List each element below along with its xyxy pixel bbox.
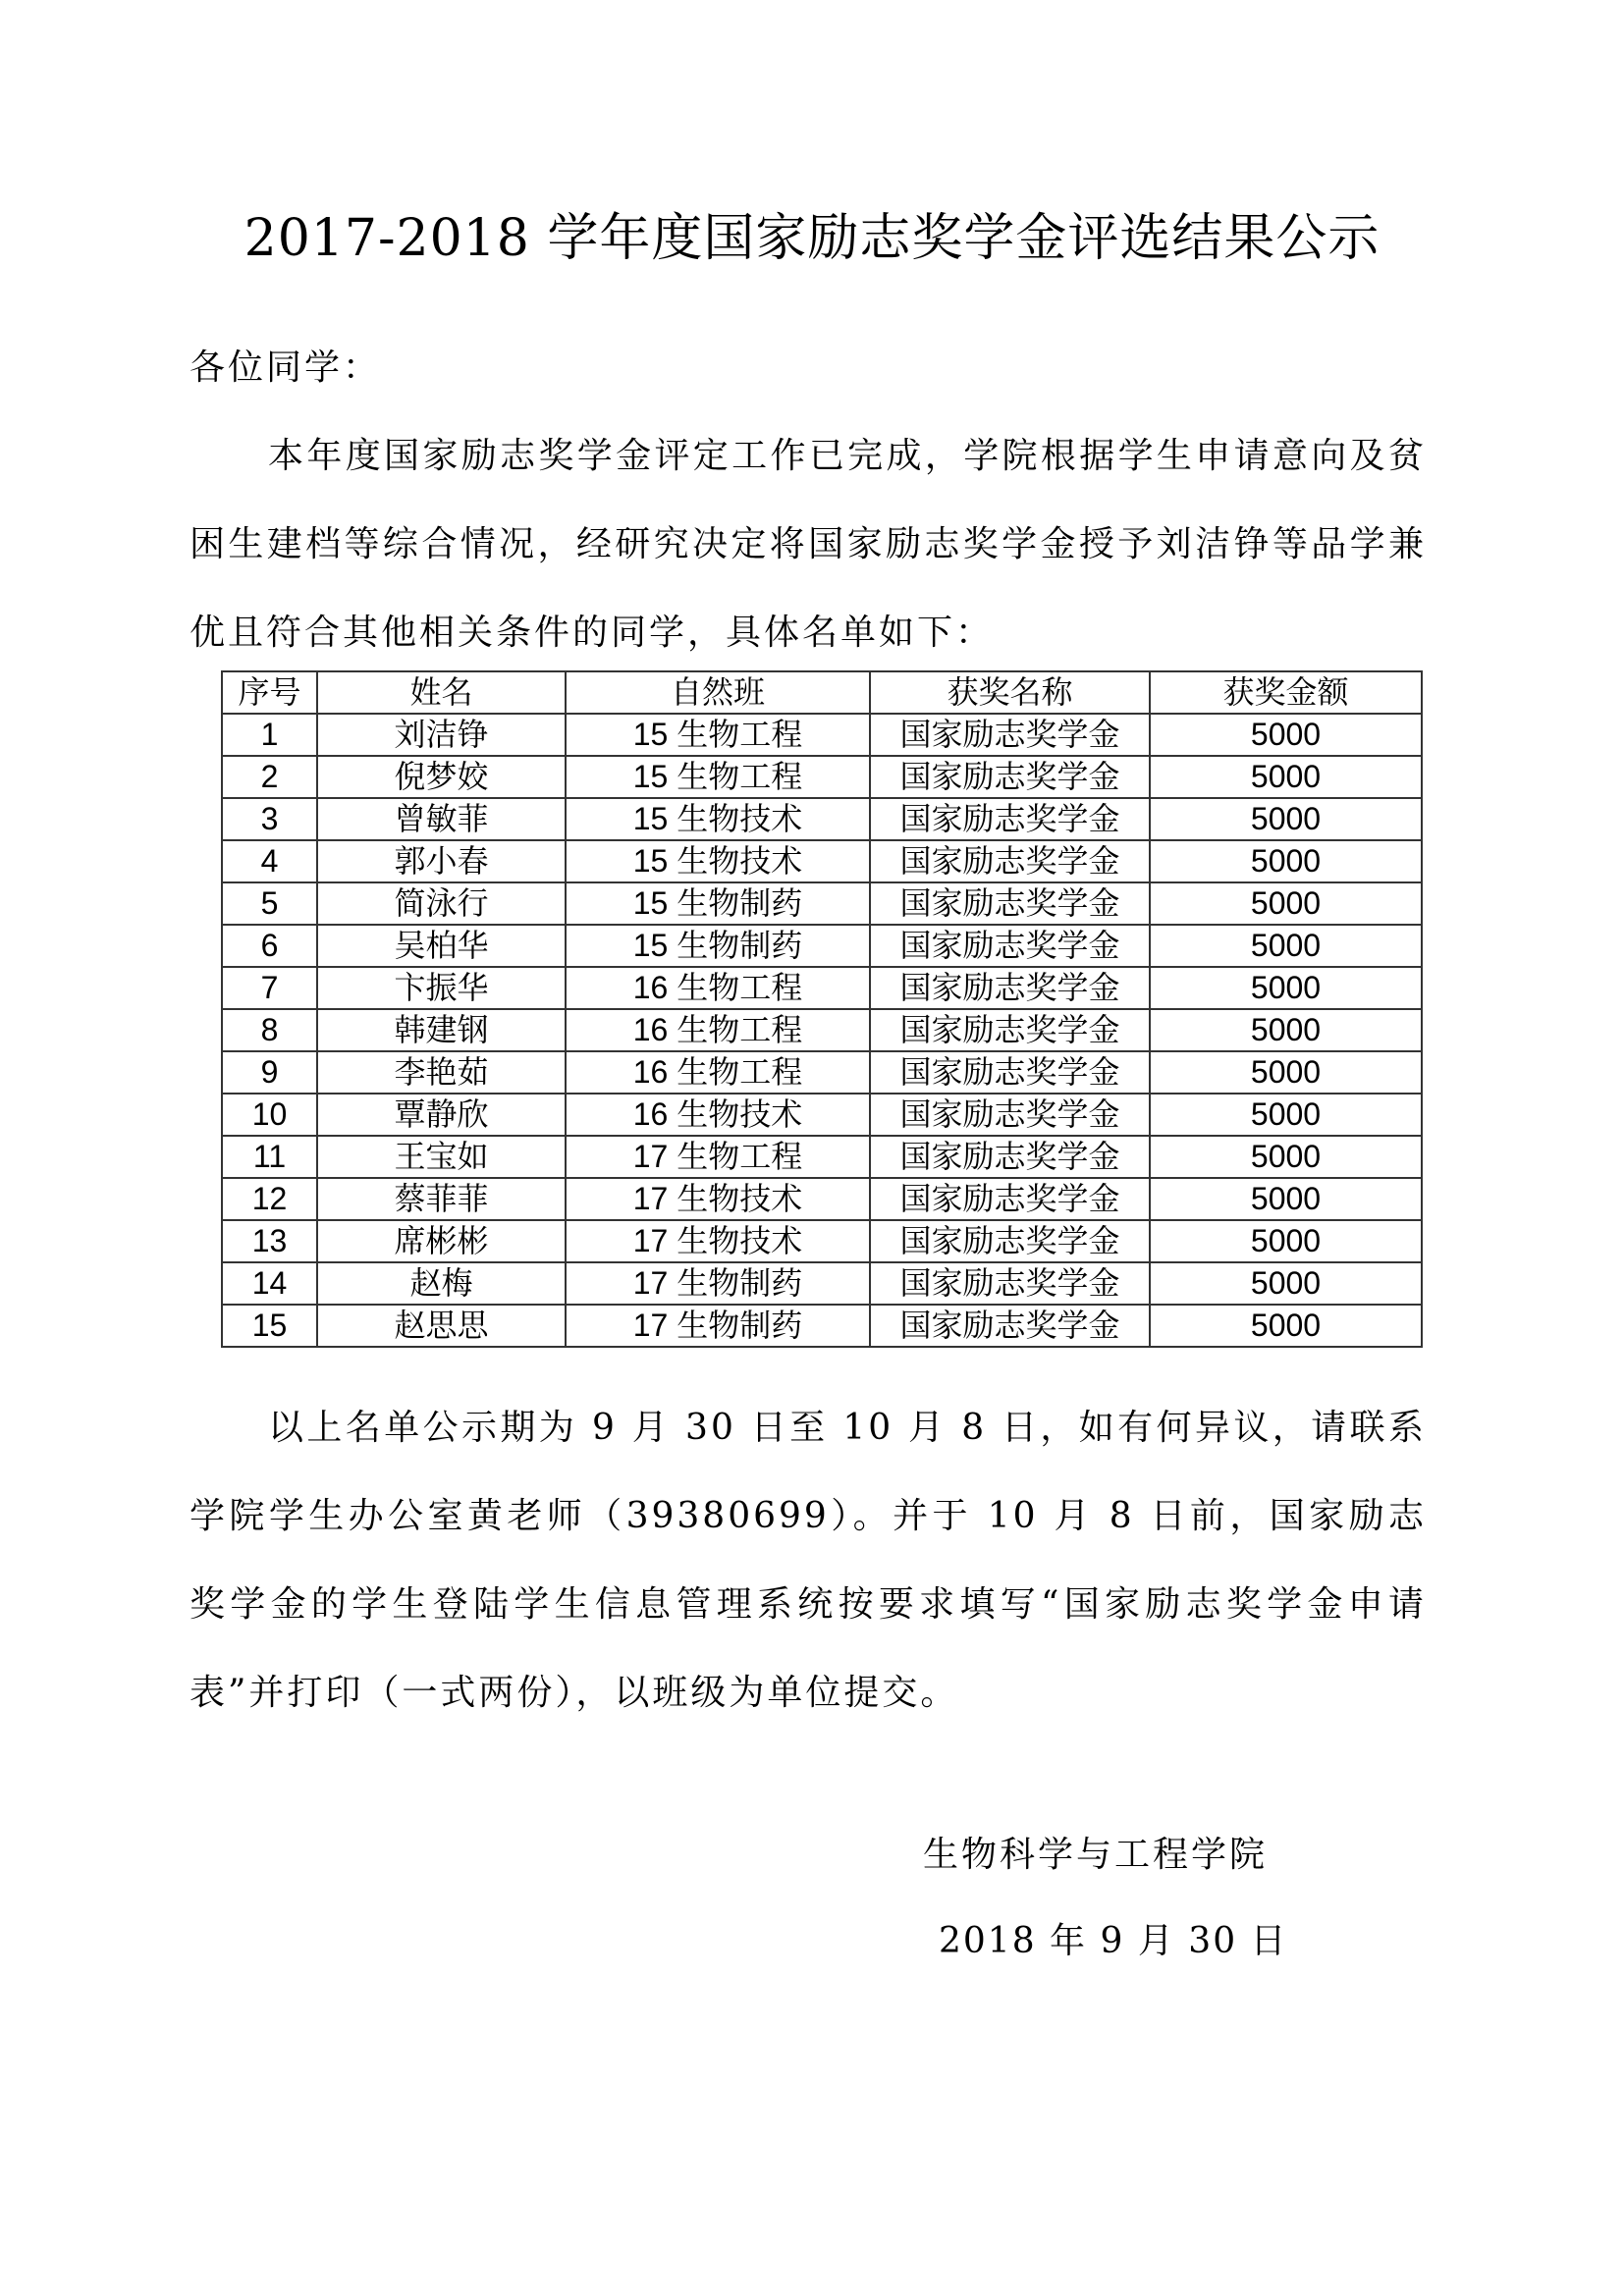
cell-index: 12 — [222, 1178, 317, 1220]
cell-name: 蔡菲菲 — [317, 1178, 566, 1220]
cell-award-name: 国家励志奖学金 — [870, 967, 1150, 1009]
cell-award-amount: 5000 — [1150, 1136, 1422, 1178]
table-row — [222, 714, 1422, 756]
cell-award-name: 国家励志奖学金 — [870, 882, 1150, 925]
cell-class: 17 生物制药 — [566, 1305, 870, 1347]
table-row — [222, 1305, 1422, 1347]
cell-class: 16 生物技术 — [566, 1094, 870, 1136]
cell-index: 13 — [222, 1220, 317, 1262]
cell-award-name: 国家励志奖学金 — [870, 1051, 1150, 1094]
cell-award-name: 国家励志奖学金 — [870, 798, 1150, 840]
salutation: 各位同学： — [189, 347, 382, 388]
cell-award-name: 国家励志奖学金 — [870, 1009, 1150, 1051]
header-award-name: 获奖名称 — [870, 671, 1150, 714]
table-row — [222, 925, 1422, 967]
cell-award-name: 国家励志奖学金 — [870, 1220, 1150, 1262]
table-row — [222, 756, 1422, 798]
cell-name: 王宝如 — [317, 1136, 566, 1178]
cell-index: 9 — [222, 1051, 317, 1094]
cell-index: 6 — [222, 925, 317, 967]
cell-award-amount: 5000 — [1150, 1178, 1422, 1220]
signature: 生物科学与工程学院 — [923, 1835, 1269, 1875]
table-row — [222, 1136, 1422, 1178]
notice-paragraph: 以上名单公示期为 9 月 30 日至 10 月 8 日，如有何异议，请联系学院学生办公室黄老师（39380699）。并于 10 月 8 日前，国家励志奖学金的学生登陆学生信息管理系统按要求填写“国家励志奖学金申请表”并打印（一式两份），以班级为单位提交。 — [189, 1408, 1427, 1713]
cell-index: 15 — [222, 1305, 317, 1347]
table-row — [222, 840, 1422, 882]
cell-award-amount: 5000 — [1150, 798, 1422, 840]
table-row — [222, 1178, 1422, 1220]
intro-paragraph: 本年度国家励志奖学金评定工作已完成，学院根据学生申请意向及贫困生建档等综合情况，经研究决定将国家励志奖学金授予刘洁铮等品学兼优且符合其他相关条件的同学，具体名单如下： — [189, 436, 1427, 653]
table-row — [222, 798, 1422, 840]
table-header-row — [222, 671, 1422, 714]
cell-name: 席彬彬 — [317, 1220, 566, 1262]
header-class: 自然班 — [566, 671, 870, 714]
cell-class: 16 生物工程 — [566, 1009, 870, 1051]
header-name: 姓名 — [317, 671, 566, 714]
cell-name: 赵思思 — [317, 1305, 566, 1347]
table-row — [222, 1094, 1422, 1136]
cell-class: 15 生物工程 — [566, 714, 870, 756]
table-row — [222, 1051, 1422, 1094]
cell-name: 韩建钢 — [317, 1009, 566, 1051]
cell-award-name: 国家励志奖学金 — [870, 756, 1150, 798]
cell-index: 2 — [222, 756, 317, 798]
table-row — [222, 1220, 1422, 1262]
cell-class: 15 生物制药 — [566, 925, 870, 967]
cell-class: 16 生物工程 — [566, 1051, 870, 1094]
cell-class: 17 生物技术 — [566, 1220, 870, 1262]
cell-index: 4 — [222, 840, 317, 882]
cell-award-amount: 5000 — [1150, 714, 1422, 756]
cell-award-amount: 5000 — [1150, 1009, 1422, 1051]
cell-award-amount: 5000 — [1150, 1305, 1422, 1347]
cell-class: 15 生物工程 — [566, 756, 870, 798]
table-row — [222, 882, 1422, 925]
cell-award-name: 国家励志奖学金 — [870, 714, 1150, 756]
cell-award-name: 国家励志奖学金 — [870, 1094, 1150, 1136]
cell-name: 卞振华 — [317, 967, 566, 1009]
cell-award-name: 国家励志奖学金 — [870, 840, 1150, 882]
award-table — [221, 670, 1423, 1348]
cell-award-amount: 5000 — [1150, 1051, 1422, 1094]
cell-award-amount: 5000 — [1150, 1094, 1422, 1136]
cell-award-name: 国家励志奖学金 — [870, 1305, 1150, 1347]
award-table-container — [221, 670, 1421, 1348]
table-row — [222, 1262, 1422, 1305]
cell-class: 17 生物技术 — [566, 1178, 870, 1220]
cell-class: 17 生物制药 — [566, 1262, 870, 1305]
table-row — [222, 1009, 1422, 1051]
cell-index: 1 — [222, 714, 317, 756]
cell-class: 15 生物技术 — [566, 798, 870, 840]
document-title: 2017-2018 学年度国家励志奖学金评选结果公示 — [244, 209, 1380, 268]
cell-name: 郭小春 — [317, 840, 566, 882]
cell-class: 15 生物制药 — [566, 882, 870, 925]
cell-index: 14 — [222, 1262, 317, 1305]
header-award-amount: 获奖金额 — [1150, 671, 1422, 714]
cell-index: 11 — [222, 1136, 317, 1178]
cell-award-amount: 5000 — [1150, 1220, 1422, 1262]
cell-award-name: 国家励志奖学金 — [870, 1262, 1150, 1305]
table-row — [222, 967, 1422, 1009]
cell-index: 3 — [222, 798, 317, 840]
cell-name: 李艳茹 — [317, 1051, 566, 1094]
award-table-body — [222, 714, 1422, 1347]
cell-award-name: 国家励志奖学金 — [870, 1136, 1150, 1178]
cell-award-amount: 5000 — [1150, 925, 1422, 967]
cell-name: 刘洁铮 — [317, 714, 566, 756]
cell-award-amount: 5000 — [1150, 756, 1422, 798]
cell-index: 7 — [222, 967, 317, 1009]
cell-name: 吴柏华 — [317, 925, 566, 967]
cell-name: 简泳行 — [317, 882, 566, 925]
cell-name: 倪梦姣 — [317, 756, 566, 798]
cell-class: 17 生物工程 — [566, 1136, 870, 1178]
document-date: 2018 年 9 月 30 日 — [939, 1921, 1288, 1961]
header-index: 序号 — [222, 671, 317, 714]
cell-name: 曾敏菲 — [317, 798, 566, 840]
cell-index: 10 — [222, 1094, 317, 1136]
cell-index: 5 — [222, 882, 317, 925]
cell-award-amount: 5000 — [1150, 882, 1422, 925]
cell-award-amount: 5000 — [1150, 967, 1422, 1009]
cell-award-amount: 5000 — [1150, 840, 1422, 882]
cell-class: 16 生物工程 — [566, 967, 870, 1009]
cell-class: 15 生物技术 — [566, 840, 870, 882]
cell-name: 覃静欣 — [317, 1094, 566, 1136]
cell-name: 赵梅 — [317, 1262, 566, 1305]
cell-award-name: 国家励志奖学金 — [870, 925, 1150, 967]
cell-index: 8 — [222, 1009, 317, 1051]
cell-award-amount: 5000 — [1150, 1262, 1422, 1305]
cell-award-name: 国家励志奖学金 — [870, 1178, 1150, 1220]
